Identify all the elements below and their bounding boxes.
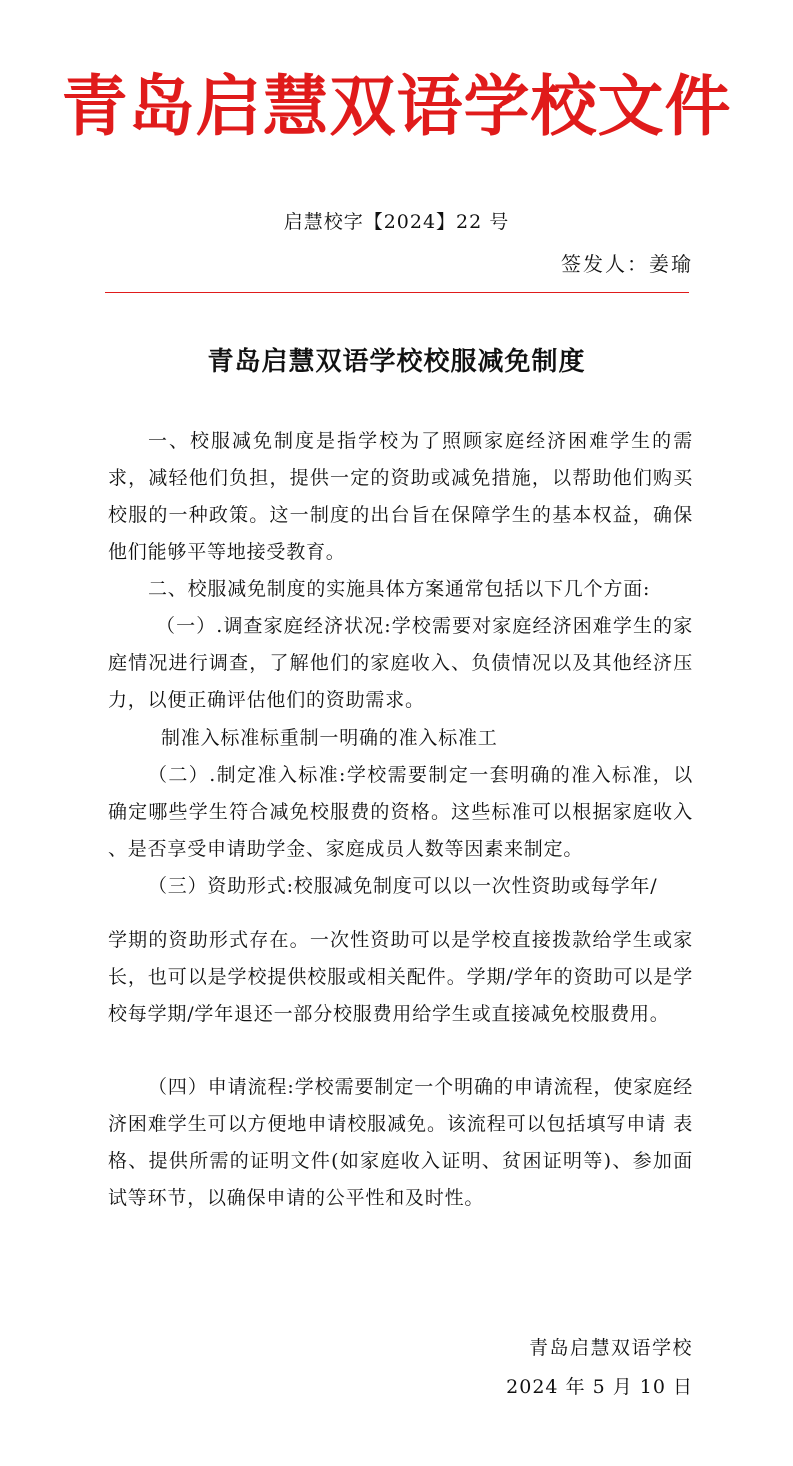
- paragraph-7: 学期的资助形式存在。一次性资助可以是学校直接拨款给学生或家长，也可以是学校提供校服或相关配件。学期/学年的资助可以是学校每学期/学年退还一部分校服费用给学生或直接减免校服费用。: [108, 929, 693, 1025]
- document-number: 启慧校字【2024】22 号: [283, 211, 510, 233]
- paragraph-4: 制准入标准标重制一明确的准入标准工: [161, 727, 498, 749]
- paragraph-6: （三）资助形式:校服减免制度可以以一次性资助或每学年/: [148, 875, 658, 897]
- issuer-line: [561, 249, 693, 279]
- paragraph-3: （一）.调查家庭经济状况:学校需要对家庭经济困难学生的家庭情况进行调查，了解他们的家庭收入、负债情况以及其他经济压力，以便正确评估他们的资助需求。: [108, 615, 693, 711]
- issuer-name: 姜瑜: [649, 252, 693, 276]
- issuer-label: 签发人：: [561, 252, 649, 276]
- header-divider: [105, 292, 689, 293]
- paragraph-8: （四）申请流程:学校需要制定一个明确的申请流程，使家庭经济困难学生可以方便地申请校服减免。该流程可以包括填写申请 表格、提供所需的证明文件(如家庭收入证明、贫困证明等)、参加面试等环节，以确保申请的公平性和及时性。: [108, 1076, 693, 1209]
- signature-organization: 青岛启慧双语学校: [528, 1337, 693, 1359]
- document-masthead: 青岛启慧双语学校文件: [61, 67, 732, 145]
- signature-date: 2024 年 5 月 10 日: [506, 1376, 693, 1398]
- paragraph-5: （二）.制定准入标准:学校需要制定一套明确的准入标准，以确定哪些学生符合减免校服费的资格。这些标准可以根据家庭收入 、是否享受申请助学金、家庭成员人数等因素来制定。: [108, 764, 693, 860]
- document-title: 青岛启慧双语学校校服减免制度: [207, 347, 586, 377]
- paragraph-1: 一、校服减免制度是指学校为了照顾家庭经济困难学生的需求，减轻他们负担，提供一定的资助或减免措施，以帮助他们购买校服的一种政策。这一制度的出台旨在保障学生的基本权益，确保他们能够平等地接受教育。: [108, 430, 693, 563]
- paragraph-2: 二、校服减免制度的实施具体方案通常包括以下几个方面:: [148, 578, 651, 600]
